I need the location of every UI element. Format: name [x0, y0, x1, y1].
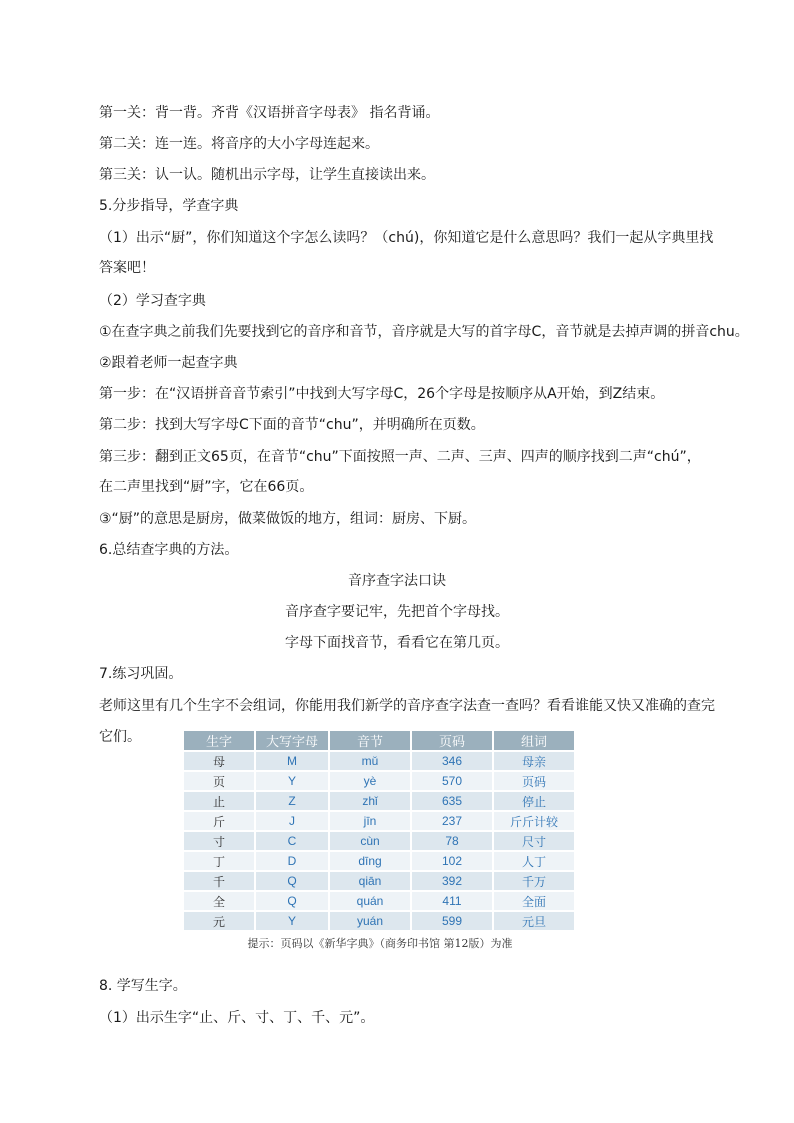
table-footnote: 提示：页码以《新华字典》（商务印书馆 第12版）为准	[247, 937, 513, 950]
table-row	[184, 811, 575, 831]
cell-character: 寸	[184, 831, 255, 851]
table-row	[184, 851, 575, 871]
paragraph-level-one: 第一关：背一背。齐背《汉语拼音字母表》 指名背诵。	[99, 105, 440, 121]
paragraph-exercise: 老师这里有几个生字不会组词，你能用我们新学的音序查字法查一查吗？看看谁能又快又准确的查完	[99, 698, 715, 714]
table-row	[184, 751, 575, 771]
header-character: 生字	[184, 731, 255, 751]
cell-word: 停止	[493, 791, 575, 811]
paragraph-step-1: （1）出示“厨”，你们知道这个字怎么读吗？（chú)，你知道它是什么意思吗？我们一起从字典里找	[99, 230, 714, 246]
cell-syllable: yuán	[329, 911, 411, 930]
paragraph-exercise-cont: 它们。	[99, 729, 141, 745]
cell-word: 斤斤计较	[493, 811, 575, 831]
cell-word: 人丁	[493, 851, 575, 871]
cell-page: 570	[411, 771, 493, 791]
table-row	[184, 911, 575, 930]
section-heading-5: 5.分步指导，学查字典	[99, 198, 239, 214]
cell-word: 千万	[493, 871, 575, 891]
header-syllable: 音节	[329, 731, 411, 751]
paragraph-step-1-cont: 答案吧！	[99, 260, 155, 276]
paragraph-step-2: （2）学习查字典	[99, 293, 206, 309]
paragraph-level-two: 第二关：连一连。将音序的大小字母连起来。	[99, 136, 379, 152]
cell-capital-letter: Q	[255, 871, 329, 891]
cell-character: 斤	[184, 811, 255, 831]
cell-page: 635	[411, 791, 493, 811]
cell-capital-letter: Z	[255, 791, 329, 811]
cell-word: 元旦	[493, 911, 575, 930]
table-row	[184, 831, 575, 851]
cell-capital-letter: M	[255, 751, 329, 771]
cell-page: 411	[411, 891, 493, 911]
paragraph-level-three: 第三关：认一认。随机出示字母，让学生直接读出来。	[99, 167, 435, 183]
header-capital-letter: 大写字母	[255, 731, 329, 751]
cell-page: 599	[411, 911, 493, 930]
cell-syllable: jīn	[329, 811, 411, 831]
cell-page: 102	[411, 851, 493, 871]
paragraph-second-step: 第二步：找到大写字母C下面的音节“chu”，并明确所在页数。	[99, 417, 485, 433]
cell-character: 元	[184, 911, 255, 930]
paragraph-third-step-cont: 在二声里找到“厨”字，它在66页。	[99, 479, 314, 495]
rhyme-line-2: 字母下面找音节，看看它在第几页。	[285, 635, 509, 651]
cell-syllable: cùn	[329, 831, 411, 851]
table-row	[184, 771, 575, 791]
cell-syllable: zhǐ	[329, 791, 411, 811]
dictionary-lookup-table	[184, 731, 576, 930]
cell-capital-letter: C	[255, 831, 329, 851]
cell-word: 尺寸	[493, 831, 575, 851]
cell-character: 页	[184, 771, 255, 791]
cell-capital-letter: J	[255, 811, 329, 831]
rhyme-title: 音序查字法口诀	[348, 573, 446, 589]
cell-capital-letter: Q	[255, 891, 329, 911]
table-row	[184, 871, 575, 891]
cell-character: 母	[184, 751, 255, 771]
paragraph-show-characters: （1）出示生字“止、斤、寸、丁、千、元”。	[99, 1010, 375, 1026]
table-row	[184, 891, 575, 911]
cell-word: 全面	[493, 891, 575, 911]
paragraph-item-1: ①在查字典之前我们先要找到它的音序和音节，音序就是大写的首字母C，音节就是去掉声调的拼音chu。	[99, 324, 749, 340]
paragraph-third-step: 第三步：翻到正文65页，在音节“chu”下面按照一声、二声、三声、四声的顺序找到二声“chú”，	[99, 449, 701, 465]
cell-character: 丁	[184, 851, 255, 871]
paragraph-item-3: ③“厨”的意思是厨房，做菜做饭的地方，组词：厨房、下厨。	[99, 511, 477, 527]
cell-syllable: quán	[329, 891, 411, 911]
table-header-row	[184, 731, 575, 751]
cell-character: 全	[184, 891, 255, 911]
header-page: 页码	[411, 731, 493, 751]
cell-page: 78	[411, 831, 493, 851]
section-heading-7: 7.练习巩固。	[99, 666, 183, 682]
cell-syllable: dīng	[329, 851, 411, 871]
cell-word: 母亲	[493, 751, 575, 771]
cell-character: 止	[184, 791, 255, 811]
cell-capital-letter: D	[255, 851, 329, 871]
cell-word: 页码	[493, 771, 575, 791]
header-word: 组词	[493, 731, 575, 751]
cell-page: 237	[411, 811, 493, 831]
table-row	[184, 791, 575, 811]
rhyme-line-1: 音序查字要记牢，先把首个字母找。	[285, 604, 509, 620]
cell-capital-letter: Y	[255, 911, 329, 930]
section-heading-6: 6.总结查字典的方法。	[99, 542, 239, 558]
cell-syllable: qiān	[329, 871, 411, 891]
paragraph-first-step: 第一步：在“汉语拼音音节索引”中找到大写字母C，26个字母是按顺序从A开始，到Z结束。	[99, 386, 665, 402]
cell-character: 千	[184, 871, 255, 891]
section-heading-8: 8. 学写生字。	[99, 978, 187, 994]
cell-syllable: mǔ	[329, 751, 411, 771]
paragraph-item-2: ②跟着老师一起查字典	[99, 355, 238, 371]
cell-page: 392	[411, 871, 493, 891]
cell-page: 346	[411, 751, 493, 771]
cell-capital-letter: Y	[255, 771, 329, 791]
cell-syllable: yè	[329, 771, 411, 791]
